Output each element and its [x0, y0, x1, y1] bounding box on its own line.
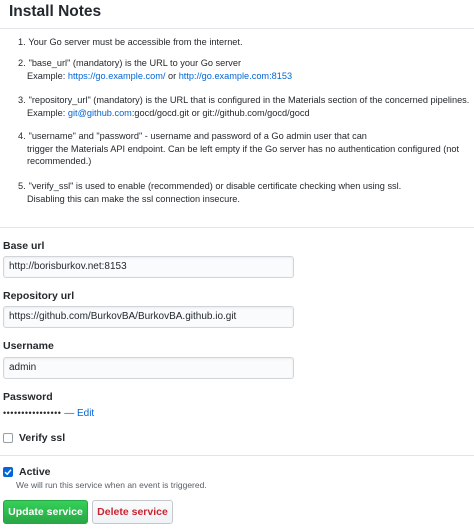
base-url-input[interactable]: http://borisburkov.net:8153 [3, 256, 294, 278]
repository-url-input[interactable]: https://github.com/BurkovBA/BurkovBA.github.io.git [3, 306, 294, 328]
verify-ssl-row[interactable] [3, 432, 65, 444]
active-checkbox[interactable] [3, 467, 13, 477]
example-prefix: Example: [27, 70, 68, 81]
verify-ssl-checkbox[interactable] [3, 433, 13, 443]
example-or: or [165, 70, 179, 81]
note-item-2 [18, 57, 292, 82]
example-prefix: Example: [27, 107, 68, 118]
note-item-5 [18, 180, 401, 205]
example-link-git[interactable]: git@github.com [67, 107, 132, 118]
section-divider-2 [0, 455, 474, 456]
note-text: "base_url" (mandatory) is the URL to your Go server [28, 58, 242, 68]
note-item-3 [18, 94, 469, 119]
update-service-button[interactable]: Update service [3, 500, 88, 524]
note-number: 5. [18, 181, 26, 191]
note-number: 2. [18, 58, 26, 68]
password-masked-value: •••••••••••••••• [3, 408, 62, 418]
note-number: 1. [18, 37, 26, 47]
active-label: Active [19, 466, 51, 478]
note-example [18, 107, 469, 120]
example-link-http[interactable]: http://go.example.com:8153 [178, 70, 293, 81]
active-row[interactable] [3, 466, 51, 478]
example-link-https[interactable]: https://go.example.com/ [67, 70, 166, 81]
note-text: "repository_url" (mandatory) is the URL that is configured in the Materials section of the concerned pipelines. [28, 95, 470, 105]
example-rest: :gocd/gocd.git or git://github.com/gocd/gocd [131, 107, 310, 118]
checkmark-icon [4, 468, 12, 476]
base-url-label: Base url [3, 240, 45, 252]
note-text: "verify_ssl" is used to enable (recommended) or disable certificate checking when using ssl. [28, 181, 402, 191]
note-number: 3. [18, 95, 26, 105]
username-label: Username [3, 340, 54, 352]
password-label: Password [3, 391, 53, 403]
note-item-1 [18, 36, 243, 49]
username-input[interactable]: admin [3, 357, 294, 379]
delete-service-button[interactable]: Delete service [92, 500, 173, 524]
password-row [3, 408, 94, 419]
title-divider [0, 28, 474, 29]
note-text-line3: recommended.) [27, 156, 92, 166]
note-number: 4. [18, 131, 26, 141]
note-text-line2: trigger the Materials API endpoint. Can be left empty if the Go server has no authentication configured (not [27, 143, 460, 154]
verify-ssl-label: Verify ssl [19, 432, 66, 444]
note-text-line2: Disabling this can make the ssl connection insecure. [27, 193, 240, 204]
note-item-4 [18, 130, 459, 168]
install-notes-title: Install Notes [9, 3, 102, 20]
note-text: Your Go server must be accessible from the internet. [28, 37, 243, 47]
note-example [18, 70, 292, 83]
repository-url-label: Repository url [3, 290, 75, 302]
note-text: "username" and "password" - username and password of a Go admin user that can [28, 131, 367, 141]
active-note: We will run this service when an event is triggered. [16, 480, 207, 490]
password-edit-link[interactable]: — Edit [64, 408, 95, 419]
section-divider [0, 227, 474, 228]
